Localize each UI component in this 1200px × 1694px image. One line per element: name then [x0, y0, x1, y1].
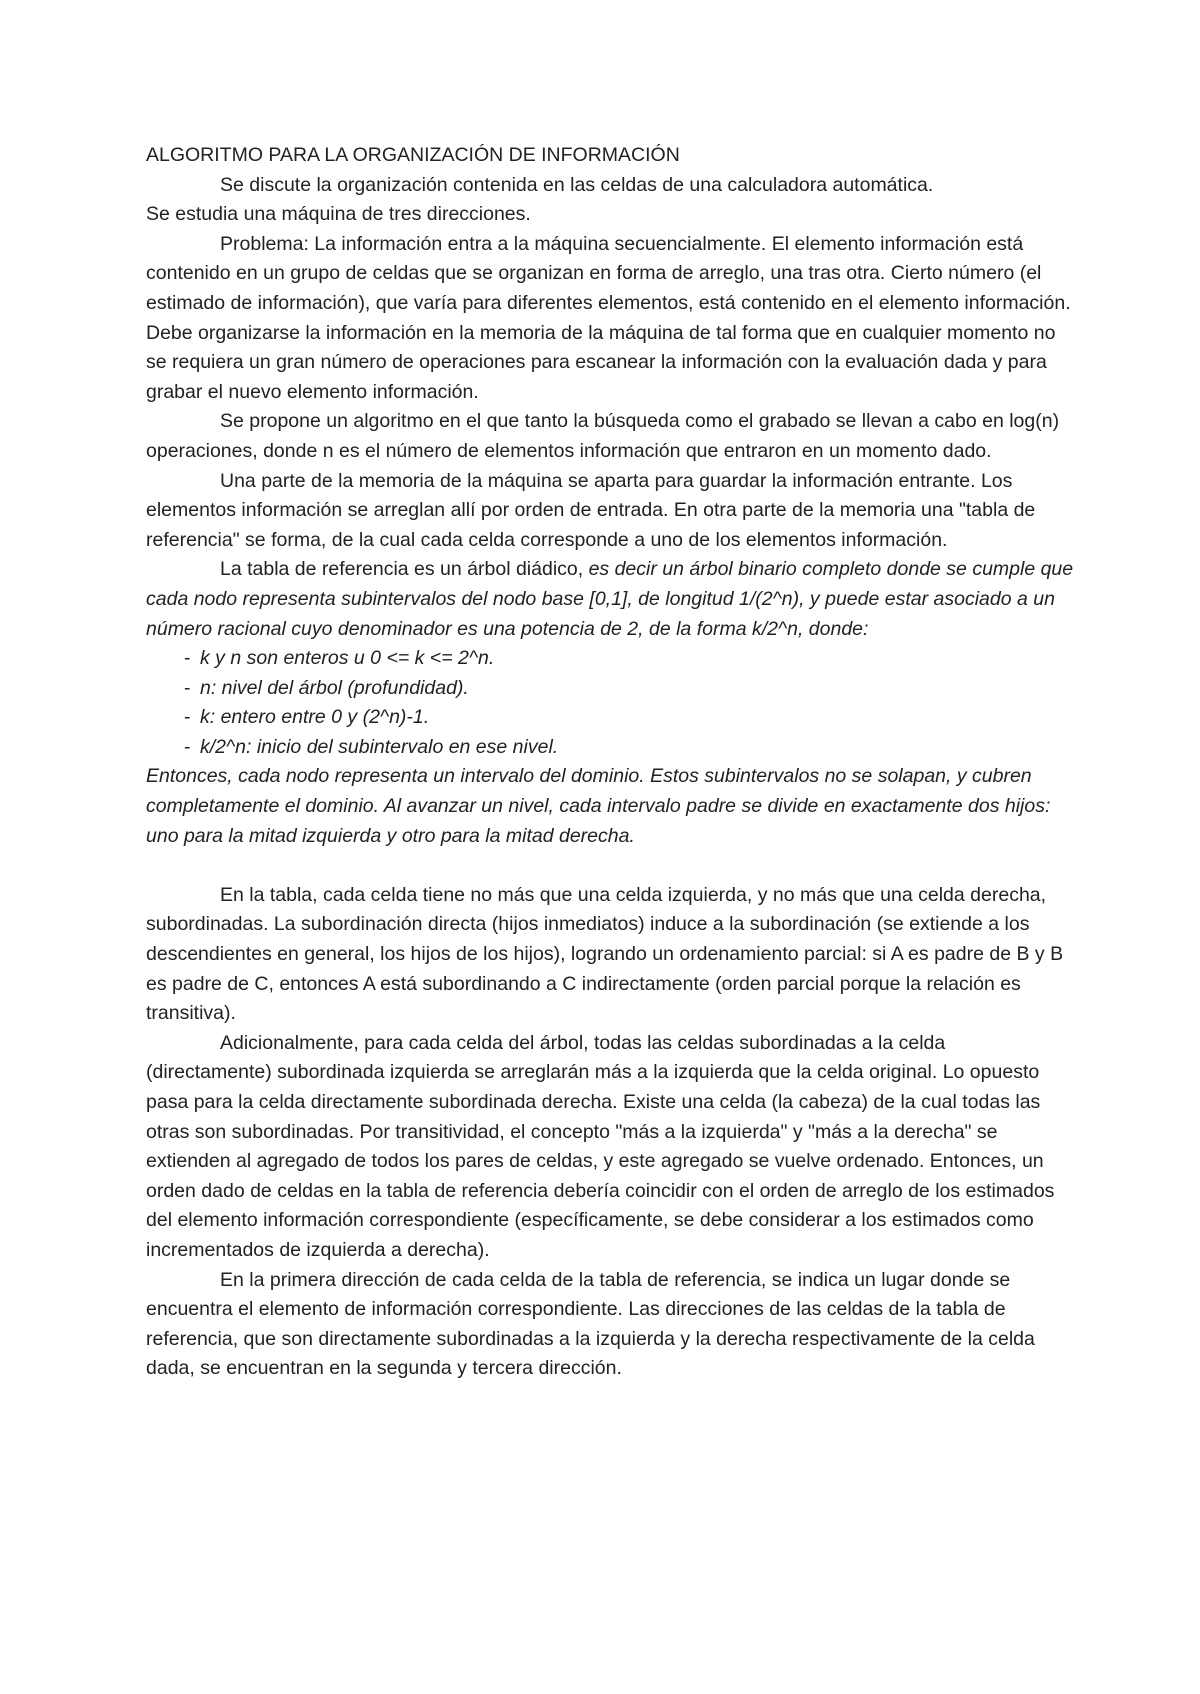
paragraph-1: Se discute la organización contenida en las celdas de una calculadora automática. — [220, 173, 934, 196]
list-item-text: k y n son enteros u 0 <= k <= 2^n. — [200, 647, 495, 670]
paragraph-3: Se propone un algoritmo en el que tanto la búsqueda como el grabado se llevan a cabo en log(n) operaciones, donde n es el número de elementos información que entraron en un momento dado. — [146, 410, 1060, 462]
list-item — [146, 674, 1076, 704]
paragraph-2: Problema: La información entra a la máquina secuencialmente. El elemento información está contenido en un grupo de celdas que se organizan en forma de arreglo, una tras otra. Cierto número (el estimado de información), que varía para diferentes elementos, está contenido en el elemento información. Debe organizarse la información en la memoria de la máquina de tal forma que en cualquier momento no se requiera un gran número de operaciones para escanear la información con la evaluación dada y para grabar el nuevo elemento información. — [146, 232, 1071, 403]
list-item-text: k: entero entre 0 y (2^n)-1. — [200, 706, 430, 729]
definition-list — [146, 644, 1076, 762]
list-item-text: n: nivel del árbol (profundidad). — [200, 676, 469, 699]
paragraph-6: Entonces, cada nodo representa un intervalo del dominio. Estos subintervalos no se solapan, y cubren completamente el dominio. Al avanzar un nivel, cada intervalo padre se divide en exactamente dos hijos: uno para la mitad izquierda y otro para la mitad derecha. — [146, 765, 1051, 847]
list-dash: - — [184, 735, 191, 758]
paragraph-1-continuation: Se estudia una máquina de tres direcciones. — [146, 203, 531, 226]
list-dash: - — [184, 706, 191, 729]
paragraph-9: En la primera dirección de cada celda de la tabla de referencia, se indica un lugar donde se encuentra el elemento de información correspondiente. Las direcciones de las celdas de la tabla de referencia, que son directamente subordinadas a la izquierda y la derecha respectivamente de la celda dada, se encuentran en la segunda y tercera dirección. — [146, 1268, 1035, 1380]
document-title: ALGORITMO PARA LA ORGANIZACIÓN DE INFORMACIÓN — [146, 144, 680, 166]
paragraph-8: Adicionalmente, para cada celda del árbol, todas las celdas subordinadas a la celda (directamente) subordinada izquierda se arreglarán más a la izquierda que la celda original. Lo opuesto pasa para la celda directamente subordinada derecha. Existe una celda (la cabeza) de la cual todas las otras son subordinadas. Por transitividad, el concepto "más a la izquierda" y "más a la derecha" se extienden al agregado de todos los pares de celdas, y este agregado se vuelve ordenado. Entonces, un orden dado de celdas en la tabla de referencia debería coincidir con el orden de arreglo de los estimados del elemento información correspondiente (específicamente, se debe considerar a los estimados como incrementados de izquierda a derecha). — [146, 1031, 1055, 1261]
blank-line — [146, 851, 1076, 881]
list-item — [146, 644, 1076, 674]
list-dash: - — [184, 676, 191, 699]
paragraph-7: En la tabla, cada celda tiene no más que una celda izquierda, y no más que una celda derecha, subordinadas. La subordinación directa (hijos inmediatos) induce a la subordinación (se extiende a los descendientes en general, los hijos de los hijos), logrando un ordenamiento parcial: si A es padre de B y B es padre de C, entonces A está subordinando a C indirectamente (orden parcial porque la relación es transitiva). — [146, 883, 1064, 1025]
paragraph-5-italic: es decir un árbol binario completo donde se cumple que cada nodo representa subintervalos del nodo base [0,1], de longitud 1/(2^n), y puede estar asociado a un número racional cuyo denominador es una potencia de 2, de la forma k/2^n, donde: — [146, 558, 1074, 640]
list-dash: - — [184, 647, 191, 670]
document-page — [146, 141, 1076, 1384]
paragraph-4: Una parte de la memoria de la máquina se aparta para guardar la información entrante. Los elementos información se arreglan allí por orden de entrada. En otra parte de la memoria una "tabla de referencia" se forma, de la cual cada celda corresponde a uno de los elementos información. — [146, 469, 1036, 551]
list-item — [146, 703, 1076, 733]
list-item — [146, 733, 1076, 763]
paragraph-5 — [146, 555, 1076, 644]
paragraph-5-normal: La tabla de referencia es un árbol diádico, — [220, 558, 589, 581]
list-item-text: k/2^n: inicio del subintervalo en ese nivel. — [200, 735, 559, 758]
